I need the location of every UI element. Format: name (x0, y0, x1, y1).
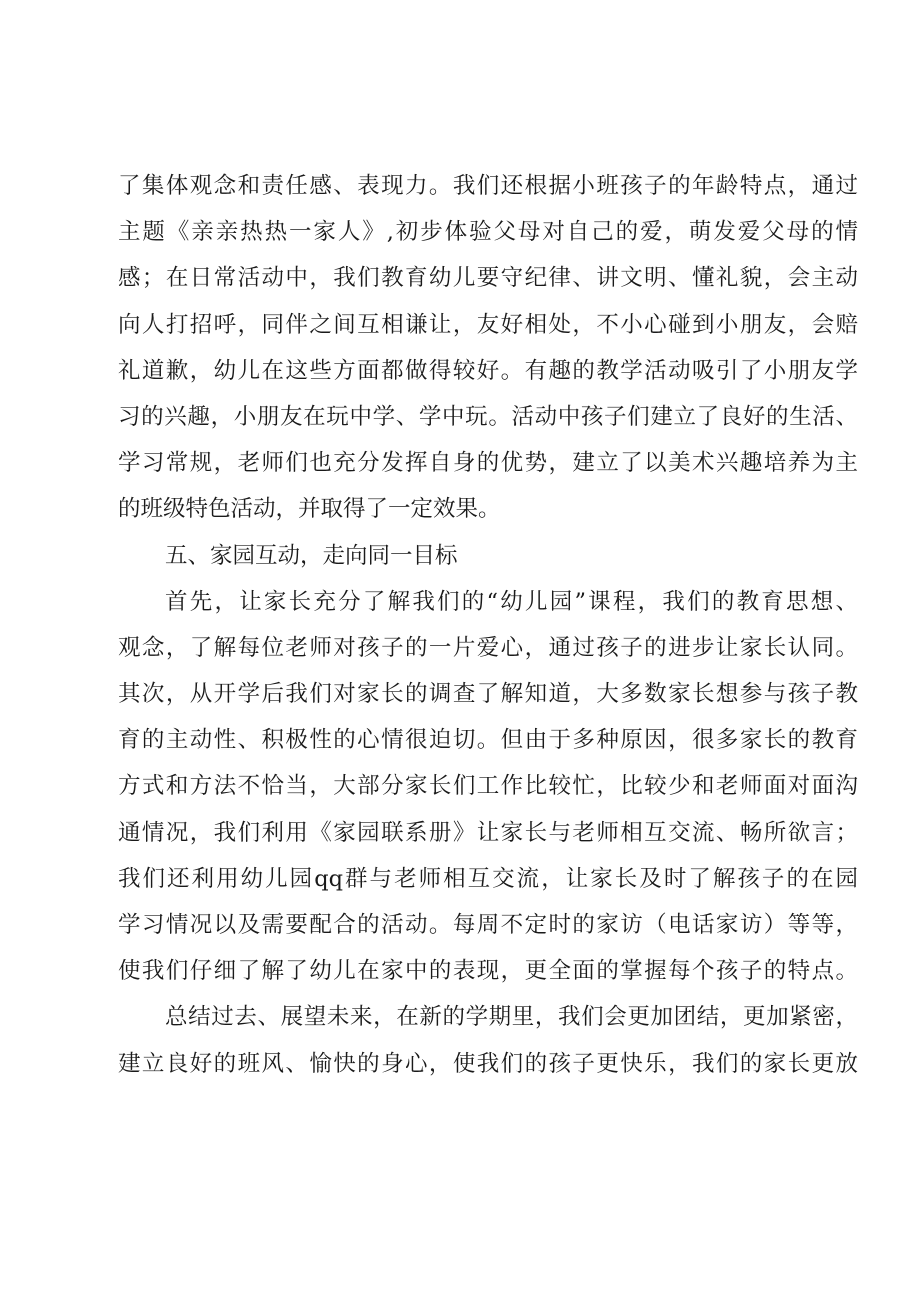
text-line: 了集体观念和责任感、表现力。我们还根据小班孩子的年龄特点，通过 (118, 173, 858, 199)
text-line: 我们还利用幼儿园qq群与老师相互交流，让家长及时了解孩子的在园 (118, 865, 858, 892)
text-line: 方式和方法不恰当，大部分家长们工作比较忙，比较少和老师面对面沟 (118, 773, 858, 800)
text-line: 建立良好的班风、愉快的身心，使我们的孩子更快乐，我们的家长更放 (118, 1050, 858, 1077)
text-line: 礼道歉，幼儿在这些方面都做得较好。有趣的教学活动吸引了小朋友学 (118, 357, 858, 384)
text-line: 观念，了解每位老师对孩子的一片爱心，通过孩子的进步让家长认同。 (118, 634, 858, 661)
paragraph-class-activities (118, 163, 858, 533)
text-line: 通情况，我们利用《家园联系册》让家长与老师相互交流、畅所欲言； (118, 819, 858, 846)
text-line: 首先，让家长充分了解我们的“幼儿园”课程，我们的教育思想、 (165, 588, 858, 615)
paragraph-home-school-interaction (118, 579, 858, 995)
section-heading (118, 533, 858, 579)
body-text (118, 163, 858, 1087)
text-line: 学习情况以及需要配合的活动。每周不定时的家访（电话家访）等等， (118, 912, 858, 938)
text-line: 总结过去、展望未来，在新的学期里，我们会更加团结，更加紧密， (165, 1004, 858, 1031)
text-line: 主题《亲亲热热一家人》,初步体验父母对自己的爱，萌发爱父母的情 (118, 219, 858, 246)
text-line: 学习常规，老师们也充分发挥自身的优势，建立了以美术兴趣培养为主 (118, 450, 858, 477)
text-line: 向人打招呼，同伴之间互相谦让，友好相处，不小心碰到小朋友，会赔 (118, 311, 858, 338)
text-line: 使我们仔细了解了幼儿在家中的表现，更全面的掌握每个孩子的特点。 (118, 958, 858, 985)
heading-text: 五、家园互动，走向同一目标 (165, 542, 458, 569)
text-line: 的班级特色活动，并取得了一定效果。 (118, 496, 501, 523)
text-line: 育的主动性、积极性的心情很迫切。但由于多种原因，很多家长的教育 (118, 727, 858, 754)
text-line: 习的兴趣，小朋友在玩中学、学中玩。活动中孩子们建立了良好的生活、 (118, 403, 858, 430)
text-line: 其次，从开学后我们对家长的调查了解知道，大多数家长想参与孩子教 (118, 681, 858, 708)
text-line: 感；在日常活动中，我们教育幼儿要守纪律、讲文明、懂礼貌，会主动 (118, 265, 858, 292)
paragraph-summary (118, 994, 858, 1086)
